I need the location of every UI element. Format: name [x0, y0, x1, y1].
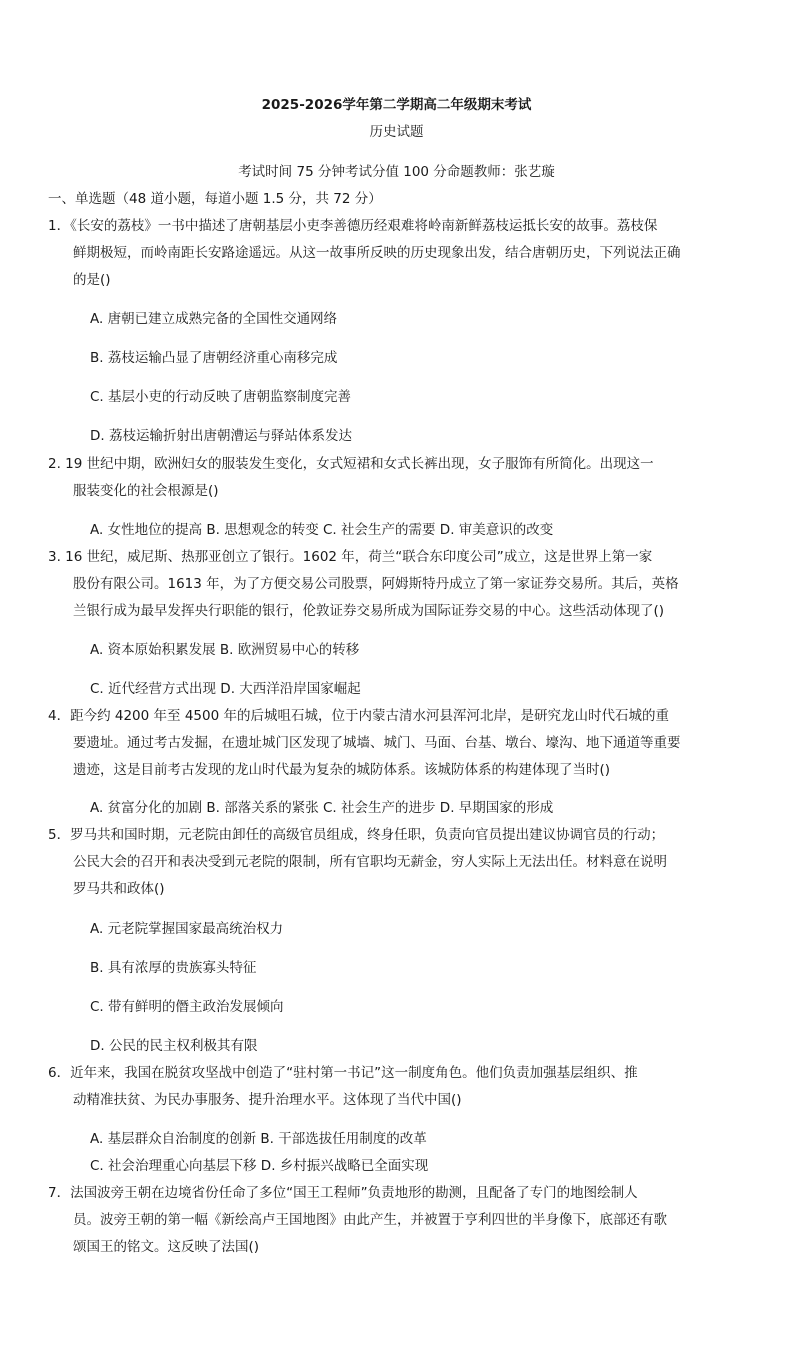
option-a: A. 元老院掌握国家最高统治权力 — [90, 921, 284, 937]
question-stem-line: 员。波旁王朝的第一幅《新绘高卢王国地图》由此产生，并被置于亨利四世的半身像下，底部还有歌 — [73, 1212, 667, 1228]
options-line: A. 资本原始积累发展 B. 欧洲贸易中心的转移 — [90, 642, 360, 658]
exam-subtitle: 历史试题 — [369, 124, 424, 140]
options-line: C. 近代经营方式出现 D. 大西洋沿岸国家崛起 — [90, 681, 361, 697]
question-stem-line: 鲜期极短，而岭南距长安路途遥远。从这一故事所反映的历史现象出发，结合唐朝历史，下列说法正确 — [73, 245, 681, 261]
question-stem-line: 7．法国波旁王朝在边境省份任命了多位“国王工程师”负责地形的勘测，且配备了专门的地图绘制人 — [48, 1185, 638, 1201]
question-stem-line: 兰银行成为最早发挥央行职能的银行，伦敦证券交易所成为国际证券交易的中心。这些活动体现了() — [73, 603, 665, 619]
question-stem-line: 2. 19 世纪中期，欧洲妇女的服装发生变化，女式短裙和女式长裤出现，女子服饰有所简化。出现这一 — [48, 456, 654, 472]
option-a: A. 唐朝已建立成熟完备的全国性交通网络 — [90, 311, 338, 327]
question-stem-line: 3. 16 世纪，威尼斯、热那亚创立了银行。1602 年，荷兰“联合东印度公司”成立，这是世界上第一家 — [48, 549, 653, 565]
question-stem-line: 5．罗马共和国时期，元老院由卸任的高级官员组成，终身任职，负责向官员提出建议协调官员的行动； — [48, 827, 665, 843]
question-stem-line: 罗马共和政体() — [73, 881, 165, 897]
question-stem-line: 股份有限公司。1613 年，为了方便交易公司股票，阿姆斯特丹成立了第一家证券交易所。其后，英格 — [73, 576, 679, 592]
option-c: C. 基层小吏的行动反映了唐朝监察制度完善 — [90, 389, 352, 405]
question-stem-line: 公民大会的召开和表决受到元老院的限制，所有官职均无薪金，穷人实际上无法出任。材料意在说明 — [73, 854, 667, 870]
exam-title: 2025-2026学年第二学期高二年级期末考试 — [261, 97, 532, 113]
question-stem-line: 1．《长安的荔枝》一书中描述了唐朝基层小吏李善德历经艰难将岭南新鲜荔枝运抵长安的故事。荔枝保 — [48, 218, 658, 234]
question-stem-line: 4．距今约 4200 年至 4500 年的后城咀石城，位于内蒙古清水河县浑河北岸，是研究龙山时代石城的重 — [48, 708, 669, 724]
options-line: C. 社会治理重心向基层下移 D. 乡村振兴战略已全面实现 — [90, 1158, 429, 1174]
question-stem-line: 遗迹，这是目前考古发现的龙山时代最为复杂的城防体系。该城防体系的构建体现了当时() — [73, 762, 611, 778]
option-b: B. 荔枝运输凸显了唐朝经济重心南移完成 — [90, 350, 338, 366]
question-stem-line: 要遗址。通过考古发掘，在遗址城门区发现了城墙、城门、马面、台基、墩台、壕沟、地下通道等重要 — [73, 735, 681, 751]
question-stem-line: 的是() — [73, 272, 111, 288]
option-b: B. 具有浓厚的贵族寡头特征 — [90, 960, 257, 976]
question-stem-line: 动精准扶贫、为民办事服务、提升治理水平。这体现了当代中国() — [73, 1092, 462, 1108]
options-line: A. 贫富分化的加剧 B. 部落关系的紧张 C. 社会生产的进步 D. 早期国家的形成 — [90, 800, 554, 816]
option-c: C. 带有鲜明的僭主政治发展倾向 — [90, 999, 284, 1015]
question-stem-line: 颂国王的铭文。这反映了法国() — [73, 1239, 260, 1255]
section-heading: 一、单选题（48 道小题，每道小题 1.5 分，共 72 分） — [48, 191, 382, 207]
exam-info: 考试时间 75 分钟考试分值 100 分命题教师：张艺璇 — [238, 164, 555, 180]
option-d: D. 荔枝运输折射出唐朝漕运与驿站体系发达 — [90, 428, 352, 444]
options-line: A. 女性地位的提高 B. 思想观念的转变 C. 社会生产的需要 D. 审美意识的改变 — [90, 522, 554, 538]
question-stem-line: 6．近年来，我国在脱贫攻坚战中创造了“驻村第一书记”这一制度角色。他们负责加强基层组织、推 — [48, 1065, 638, 1081]
options-line: A. 基层群众自治制度的创新 B. 干部选拔任用制度的改革 — [90, 1131, 427, 1147]
question-stem-line: 服装变化的社会根源是() — [73, 483, 219, 499]
option-d: D. 公民的民主权利极其有限 — [90, 1038, 258, 1054]
